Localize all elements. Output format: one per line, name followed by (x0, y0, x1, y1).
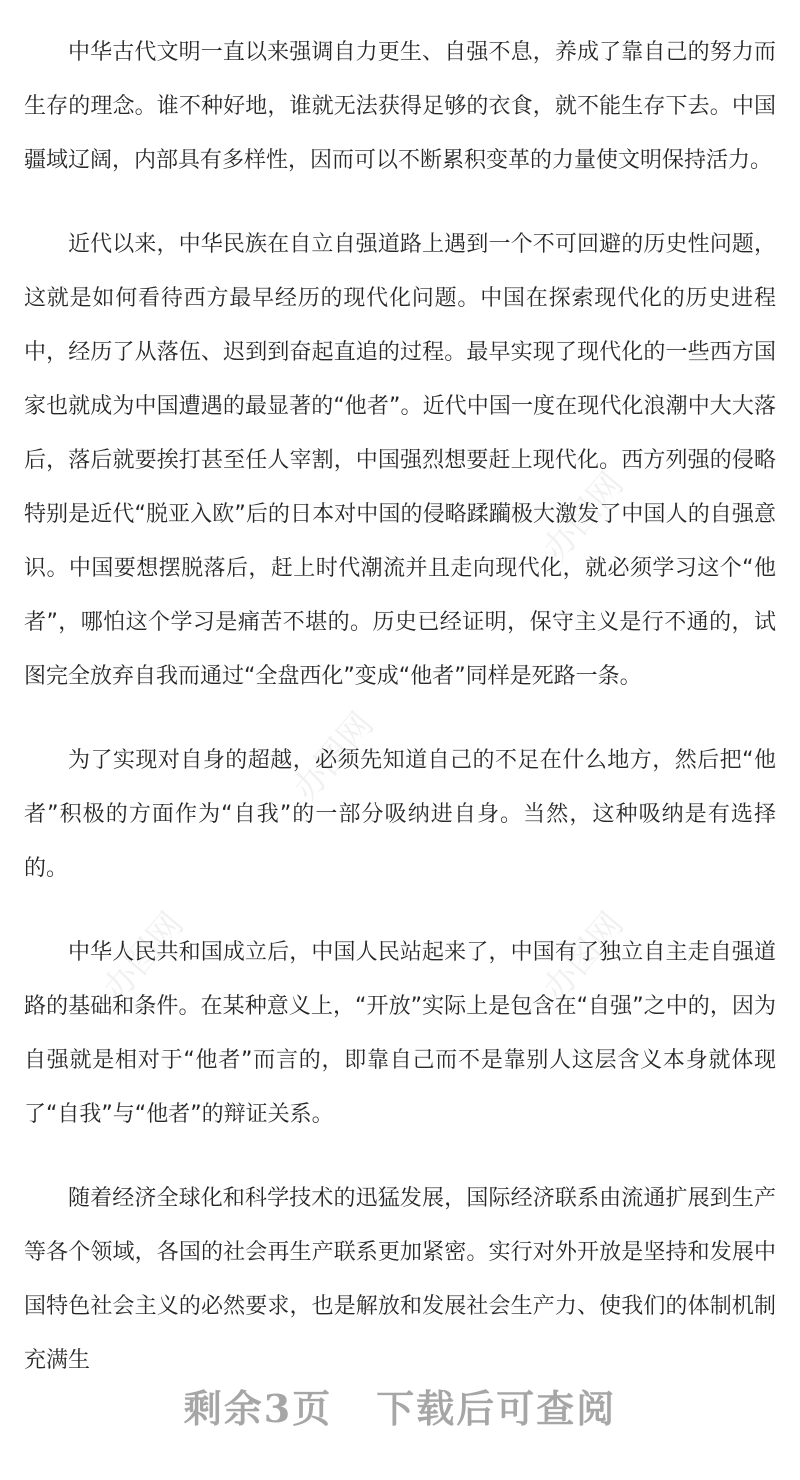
download-hint-label: 下载后可查阅 (376, 1386, 617, 1431)
watermark-3: 办图网 (95, 904, 192, 1009)
remaining-pages-label: 剩余3页 (183, 1386, 333, 1431)
watermark-4: 办图网 (535, 904, 632, 1009)
paragraph-3: 为了实现对自身的超越，必须先知道自己的不足在什么地方，然后把“他者”积极的方面作为“自我”的一部分吸纳进自身。当然，这种吸纳是有选择的。 (24, 748, 776, 881)
paragraph-5: 随着经济全球化和科学技术的迅猛发展，国际经济联系由流通扩展到生产等各个领域，各国的社会再生产联系更加紧密。实行对外开放是坚持和发展中国特色社会主义的必然要求，也是解放和发展社会生产力、使我们的体制机制充满生 (24, 1186, 776, 1373)
paragraph-4: 中华人民共和国成立后，中国人民站起来了，中国有了独立自主走自强道路的基础和条件。在某种意义上，“开放”实际上是包含在“自强”之中的，因为自强就是相对于“他者”而言的，即靠自己而不是靠别人这层含义本身就体现了“自我”与“他者”的辩证关系。 (24, 940, 776, 1127)
document-body (24, 26, 776, 1418)
paragraph-2: 近代以来，中华民族在自立自强道路上遇到一个不可回避的历史性问题，这就是如何看待西方最早经历的现代化问题。中国在探索现代化的历史进程中，经历了从落伍、迟到到奋起直追的过程。最早实现了现代化的一些西方国家也就成为中国遭遇的最显著的“他者”。近代中国一度在现代化浪潮中大大落后，落后就要挨打甚至任人宰割，中国强烈想要赶上现代化。西方列强的侵略特别是近代“脱亚入欧”后的日本对中国的侵略蹂躏极大激发了中国人的自强意识。中国要想摆脱落后，赶上时代潮流并且走向现代化，就必须学习这个“他者”，哪怕这个学习是痛苦不堪的。历史已经证明，保守主义是行不通的，试图完全放弃自我而通过“全盘西化”变成“他者”同样是死路一条。 (24, 232, 776, 689)
download-prompt[interactable] (0, 1378, 800, 1433)
paragraph-1: 中华古代文明一直以来强调自力更生、自强不息，养成了靠自己的努力而生存的理念。谁不种好地，谁就无法获得足够的衣食，就不能生存下去。中国疆域辽阔，内部具有多样性，因而可以不断累积变革的力量使文明保持活力。 (24, 40, 776, 173)
watermark-2: 办图网 (285, 704, 382, 809)
watermark-1: 办图网 (535, 464, 632, 569)
